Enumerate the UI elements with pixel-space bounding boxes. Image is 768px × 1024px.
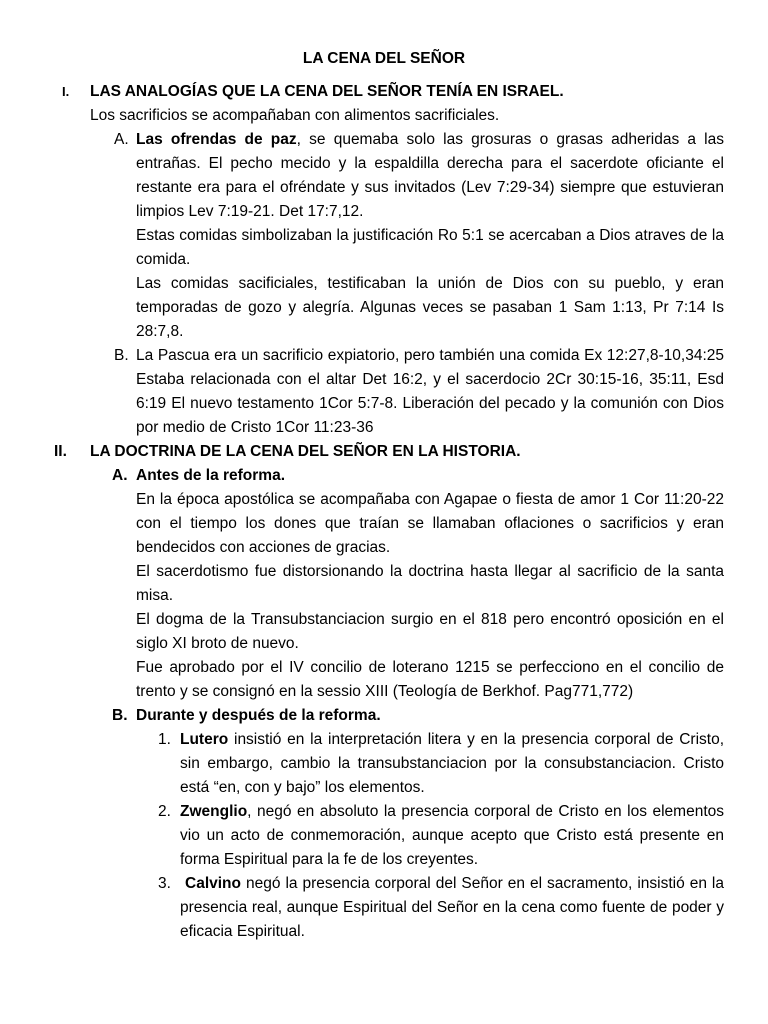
item-a-p1-text: , se quemaba solo las grosuras o grasas adheridas a las entrañas. El pecho mecido y la espaldilla derecha para el sacerdote oficiante el restante era para el ofréndate y sus invitados (Lev 7:29-34) siempre que estuvieran limpios Lev 7:19-21. Det 17:7,12.	[136, 131, 725, 220]
section-1-item-a-marker: A.	[114, 131, 129, 148]
list-item-1	[180, 728, 724, 800]
list-item-3-text: negó la presencia corporal del Señor en el sacramento, insistió en la presencia real, aunque Espiritual del Señor en la cena como fuente de poder y eficacia Espiritual.	[180, 875, 724, 940]
section-2-item-a-p4: Fue aprobado por el IV concilio de loterano 1215 se perfecciono en el concilio de trento y se consignó en la sessio XIII (Teología de Berkhof. Pag771,772)	[136, 659, 724, 700]
section-1-numeral: I.	[62, 84, 70, 99]
section-2-numeral: II.	[54, 443, 67, 460]
section-1-item-a-p1	[136, 128, 724, 224]
ofrendas-de-paz-term: Las ofrendas de paz	[136, 131, 297, 148]
calvino-term: Calvino	[185, 875, 241, 892]
section-1-item-a-p2: Estas comidas simbolizaban la justificación Ro 5:1 se acercaban a Dios atraves de la comida.	[136, 227, 724, 268]
list-item-2-number: 2.	[158, 803, 171, 820]
section-2-item-a-p3: El dogma de la Transubstanciacion surgio en el 818 pero encontró oposición en el siglo XI broto de nuevo.	[136, 611, 724, 652]
section-1-item-a-p3: Las comidas sacificiales, testificaban la unión de Dios con su pueblo, y eran temporadas de gozo y alegría. Algunas veces se pasaban 1 Sam 1:13, Pr 7:14 Is 28:7,8.	[136, 275, 724, 340]
section-2-item-b-heading: Durante y después de la reforma.	[136, 707, 381, 724]
lutero-term: Lutero	[180, 731, 229, 748]
list-item-3	[180, 872, 724, 944]
zwenglio-term: Zwenglio	[180, 803, 248, 820]
section-1-intro: Los sacrificios se acompañaban con alimentos sacrificiales.	[90, 107, 500, 124]
section-2-item-a-marker: A.	[112, 467, 128, 484]
section-2-item-a-heading: Antes de la reforma.	[136, 467, 286, 484]
list-item-1-number: 1.	[158, 731, 171, 748]
section-1-item-b-marker: B.	[114, 347, 129, 364]
section-1-item-b-text: La Pascua era un sacrificio expiatorio, pero también una comida Ex 12:27,8-10,34:25 Estaba relacionada con el altar Det 16:2, y el sacerdocio 2Cr 30:15-16, 35:11, Esd 6:19 El nuevo testamento 1Cor 5:7-8. Liberación del pecado y la comunión con Dios por medio de Cristo 1Cor 11:23-36	[136, 347, 724, 436]
list-item-2	[180, 800, 724, 872]
section-1-heading: LAS ANALOGÍAS QUE LA CENA DEL SEÑOR TENÍA EN ISRAEL.	[90, 83, 564, 100]
section-2-item-a-p2: El sacerdotismo fue distorsionando la doctrina hasta llegar al sacrificio de la santa misa.	[136, 563, 724, 604]
list-item-1-text: insistió en la interpretación litera y en la presencia corporal de Cristo, sin embargo, cambio la transubstanciacion por la consubstanciacion. Cristo está “en, con y bajo” los elementos.	[180, 731, 724, 796]
list-item-2-text: , negó en absoluto la presencia corporal de Cristo en los elementos vio un acto de conmemoración, aunque acepto que Cristo está presente en forma Espiritual para la fe de los creyentes.	[180, 803, 724, 868]
section-2-item-b-marker: B.	[112, 707, 128, 724]
page-title: LA CENA DEL SEÑOR	[302, 50, 466, 67]
list-item-3-number: 3.	[158, 875, 171, 892]
section-2-heading: LA DOCTRINA DE LA CENA DEL SEÑOR EN LA HISTORIA.	[90, 443, 521, 460]
section-2-item-a-p1: En la época apostólica se acompañaba con Agapae o fiesta de amor 1 Cor 11:20-22 con el tiempo los dones que traían se llamaban oflaciones o sacrificios y eran bendecidos con acciones de gracias.	[136, 491, 724, 556]
